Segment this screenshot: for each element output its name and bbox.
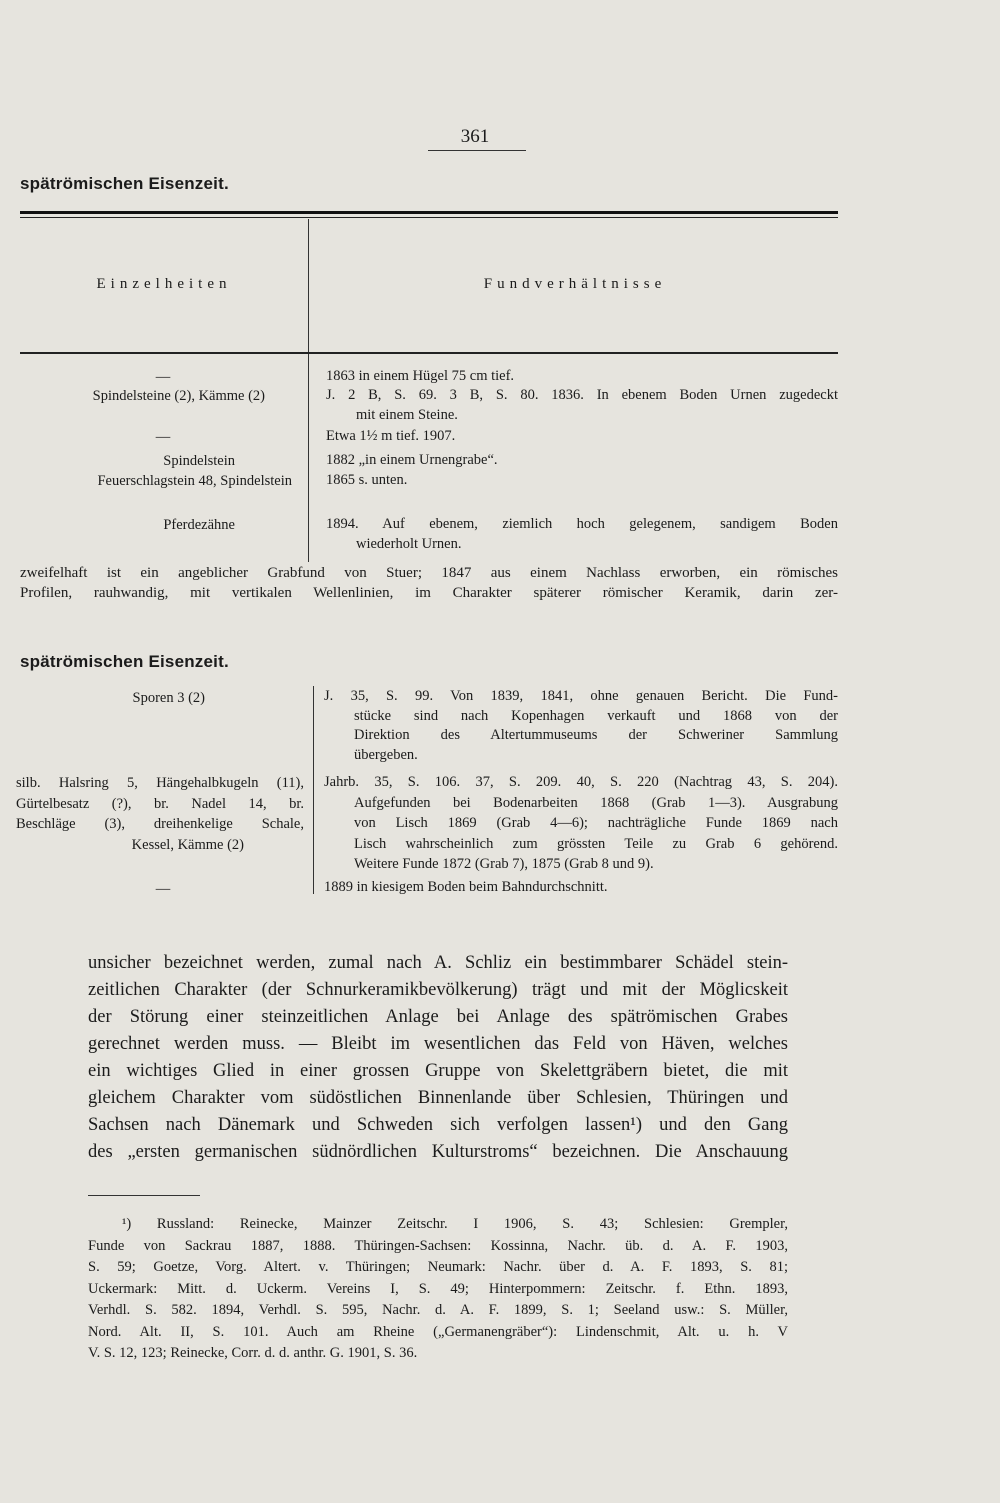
page-number: 361 bbox=[460, 126, 490, 147]
body-line-1: unsicher bezeichnet werden, zumal nach A. Schliz ein bestimmbarer Schädel stein- bbox=[88, 953, 788, 973]
footnote-line-1: ¹) Russland: Reinecke, Mainzer Zeitschr. I 1906, S. 43; Schlesien: Grempler, bbox=[122, 1216, 788, 1232]
footnote-line-5: Verhdl. S. 582. 1894, Verhdl. S. 595, Nachr. d. A. F. 1899, S. 1; Seeland usw.: S. Müller, bbox=[88, 1302, 788, 1318]
t1-row6-right: 1894. Auf ebenem, ziemlich hoch gelegenem, sandigem Boden wiederholt Urnen. bbox=[326, 516, 838, 552]
body-line-4: gerechnet werden muss. — Bleibt im wesentlichen das Feld von Häven, welches bbox=[88, 1034, 788, 1054]
footnote-rule bbox=[88, 1195, 200, 1196]
t1-row3-left: — bbox=[155, 429, 171, 445]
t2-row3-right: 1889 in kiesigem Boden beim Bahndurchschnitt. bbox=[324, 879, 608, 895]
middle-line-1: zweifelhaft ist ein angeblicher Grabfund von Stuer; 1847 aus einem Nachlass erworben, ein römisches bbox=[20, 565, 838, 581]
body-line-2: zeitlichen Charakter (der Schnurkeramikbevölkerung) trägt und mit der Möglicskeit bbox=[88, 980, 788, 1000]
t1-row3-right: Etwa 1½ m tief. 1907. bbox=[326, 428, 456, 444]
t1-row5-right: 1865 s. unten. bbox=[326, 472, 408, 488]
t2-row2-right: Jahrb. 35, S. 106. 37, S. 209. 40, S. 220 (Nachtrag 43, S. 204). Aufgefunden bei Bodenarbeiten 1868 (Grab 1—3). Ausgrabung von Lisch 1869 (Grab 4—6); nachträgliche Funde 1869 nach Lisch wahrscheinlich zum grössten Teile zu Grab 6 gehörend. Weitere Funde 1872 (Grab 7), 1875 (Grab 8 und 9). bbox=[324, 774, 838, 872]
footnote-line-7: V. S. 12, 123; Reinecke, Corr. d. d. anthr. G. 1901, S. 36. bbox=[88, 1345, 418, 1361]
t1-row2-left: Spindelsteine (2), Kämme (2) bbox=[92, 388, 265, 404]
table-top-thin-rule bbox=[20, 217, 838, 218]
footnote-line-4: Uckermark: Mitt. d. Uckerm. Vereins I, S. 49; Hinterpommern: Zeitschr. f. Ethn. 1893, bbox=[88, 1280, 788, 1297]
footnote-line-3: S. 59; Goetze, Vorg. Altert. v. Thüringen; Neumark: Nachr. über d. A. F. 1893, S. 81; bbox=[88, 1259, 788, 1275]
t1-row4-right: 1882 „in einem Urnengrabe“. bbox=[326, 452, 498, 468]
column-header-fundverhaeltnisse: Fundverhältnisse bbox=[483, 276, 667, 292]
footnote bbox=[88, 1214, 788, 1365]
t2-row2-left: silb. Halsring 5, Hängehalbkugeln (11), Gürtelbesatz (?), br. Nadel 14, br. Beschläge (3), dreihenkelige Schale, Kessel, Kämme (2) bbox=[16, 775, 304, 853]
middle-line-2: Profilen, rauhwandig, mit vertikalen Wellenlinien, im Charakter späterer römischer Keramik, darin zer- bbox=[20, 585, 838, 601]
body-line-8: des „ersten germanischen südnördlichen Kulturstroms“ bezeichnen. Die Anschauung bbox=[88, 1142, 788, 1162]
page-number-rule bbox=[428, 150, 526, 151]
t1-row5-left: Feuerschlagstein 48, Spindelstein bbox=[97, 473, 292, 489]
column-header-einzelheiten: Einzelheiten bbox=[96, 276, 232, 292]
header-separator-rule bbox=[20, 352, 838, 354]
footnote-line-6: Nord. Alt. II, S. 101. Auch am Rheine („Germanengräber“): Lindenschmit, Alt. u. h. V bbox=[88, 1323, 788, 1340]
table2-column-divider bbox=[313, 686, 314, 894]
t2-row1-left: Sporen 3 (2) bbox=[132, 690, 205, 706]
table1-column-divider bbox=[308, 219, 309, 562]
body-line-7: Sachsen nach Dänemark und Schweden sich verfolgen lassen¹) und den Gang bbox=[88, 1115, 788, 1135]
t1-row1-left: — bbox=[155, 369, 171, 385]
body-line-6: gleichem Charakter vom südöstlichen Binnenlande über Schlesien, Thüringen und bbox=[88, 1088, 788, 1108]
table-top-thick-rule bbox=[20, 211, 838, 214]
section-heading-mid: spätrömischen Eisenzeit. bbox=[20, 652, 229, 671]
section-heading-top: spätrömischen Eisenzeit. bbox=[20, 174, 229, 193]
t1-row6-left: Pferdezähne bbox=[163, 517, 235, 533]
t1-row1-right: 1863 in einem Hügel 75 cm tief. bbox=[326, 368, 515, 384]
t1-row4-left: Spindelstein bbox=[163, 453, 235, 469]
body-paragraph bbox=[88, 950, 788, 1166]
t2-row1-right: J. 35, S. 99. Von 1839, 1841, ohne genauen Bericht. Die Fund- stücke sind nach Kopenhagen verkauft und 1868 von der Direktion des Altertummuseums der Schweriner Sammlung übergeben. bbox=[324, 688, 838, 763]
body-line-5: ein wichtiges Glied in einer grossen Gruppe von Skelettgräbern bietet, die mit bbox=[88, 1061, 788, 1081]
footnote-line-2: Funde von Sackrau 1887, 1888. Thüringen-Sachsen: Kossinna, Nachr. üb. d. A. F. 1903, bbox=[88, 1237, 788, 1254]
t2-row3-left: — bbox=[155, 881, 171, 897]
body-line-3: der Störung einer steinzeitlichen Anlage bei Anlage des spätrömischen Grabes bbox=[88, 1007, 788, 1027]
t1-row2-right: J. 2 B, S. 69. 3 B, S. 80. 1836. In ebenem Boden Urnen zugedeckt mit einem Steine. bbox=[326, 387, 838, 423]
